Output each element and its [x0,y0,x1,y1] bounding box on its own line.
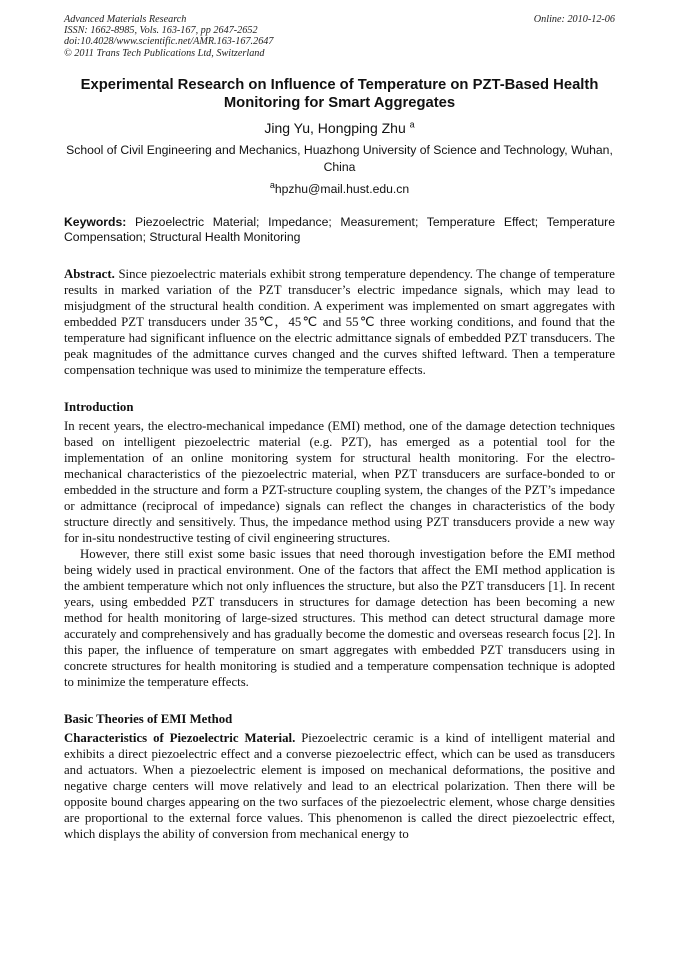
characteristics-paragraph [64,730,615,842]
author-line [64,119,615,137]
abstract-block [64,266,615,378]
online-date: Online: 2010-12-06 [533,14,615,25]
contact-email: hpzhu@mail.hust.edu.cn [274,181,410,196]
author-superscript: a [409,119,415,130]
keywords-text: Piezoelectric Material; Impedance; Measurement; Temperature Effect; Temperature Compensation; Structural Health Monitoring [64,214,615,245]
intro-paragraph-2: However, there still exist some basic issues that need thorough investigation before the EMI method being widely used in practical environment. One of the factors that affect the EMI method application is the ambient temperature which not only influences the structure, but also the PZT transducers [1]. In recent years, using embedded PZT transducers in structures for damage detection has been becoming a new method for health monitoring of large-sized structures. This method can detect structural damage more accurately and comprehensively and has gradually become the domestic and overseas research focus [2]. In this paper, the influence of temperature on smart aggregates with embedded PZT transducers using in concrete structures for health monitoring is studied and a temperature compensation technique is adopted to minimize the temperature effects. [64,546,615,689]
intro-paragraph-1: In recent years, the electro-mechanical impedance (EMI) method, one of the damage detection techniques based on intelligent piezoelectric material (e.g. PZT), has emerged as a potential tool for the implementation of an online monitoring system for structural health monitoring. For the electro-mechanical characteristics of the piezoelectric material, when PZT transducers are surface-bonded to or embedded in the structure and form a PZT-structure coupling system, the changes of the PZT’s impedance or admittance (reciprocal of impedance) signals can reflect the changes in characteristics of the body structure directly and sensitively. Thus, the impedance method using PZT transducers provide a new way for in-situ nondestructive testing of civil engineering structures. [64,418,615,545]
contact-email-line [64,181,615,198]
doi-line: doi:10.4028/www.scientific.net/AMR.163-167.2647 [64,36,274,48]
paper-page [64,14,615,842]
issn-line: ISSN: 1662-8985, Vols. 163-167, pp 2647-2652 [64,25,258,37]
copyright-line: © 2011 Trans Tech Publications Ltd, Switzerland [64,47,265,59]
abstract-text: Since piezoelectric materials exhibit strong temperature dependency. The change of temperature results in marked variation of the PZT transducer’s electric impedance signals, which may lead to misjudgment of the structural health condition. A experiment was implemented on smart aggregates with embedded PZT transducers under 35℃，45℃ and 55℃ three working conditions, and found that the temperature had significant influence on the electric admittance signals of embedded PZT transducers. The peak magnitudes of the admittance curves changed and the curves shifted leftward. Then a temperature compensation technique was used to minimize the temperature effects. [64,266,615,377]
paper-title: Experimental Research on Influence of Temperature on PZT-Based Health Monitoring for Smart Aggregates [80,76,599,111]
journal-info [64,14,273,59]
keywords-block [64,215,615,246]
journal-name: Advanced Materials Research [64,14,187,25]
section-heading-introduction: Introduction [64,399,134,414]
affiliation: School of Civil Engineering and Mechanics, Huazhong University of Science and Technology, Wuhan, China [66,142,613,174]
keywords-label: Keywords: [64,214,127,229]
characteristics-text: Piezoelectric ceramic is a kind of intelligent material and exhibits a direct piezoelectric effect and a converse piezoelectric effect, which can be used as transducers and actuators. When a piezoelectric element is imposed on mechanical deformations, the positive and negative charge centers will move relatively and lead to an electrical polarization. Then there will be opposite bound charges appearing on the two surfaces of the piezoelectric element, whose charge densities are proportional to the external force values. This phenomenon is called the direct piezoelectric effect, which displays the ability of conversion from mechanical energy to [64,730,615,841]
journal-header [64,14,615,59]
subsection-heading-characteristics: Characteristics of Piezoelectric Material. [64,730,296,745]
author-names: Jing Yu, Hongping Zhu [264,119,406,136]
email-superscript: a [269,179,275,190]
abstract-label: Abstract. [64,266,115,281]
section-heading-basic-theories: Basic Theories of EMI Method [64,711,233,726]
